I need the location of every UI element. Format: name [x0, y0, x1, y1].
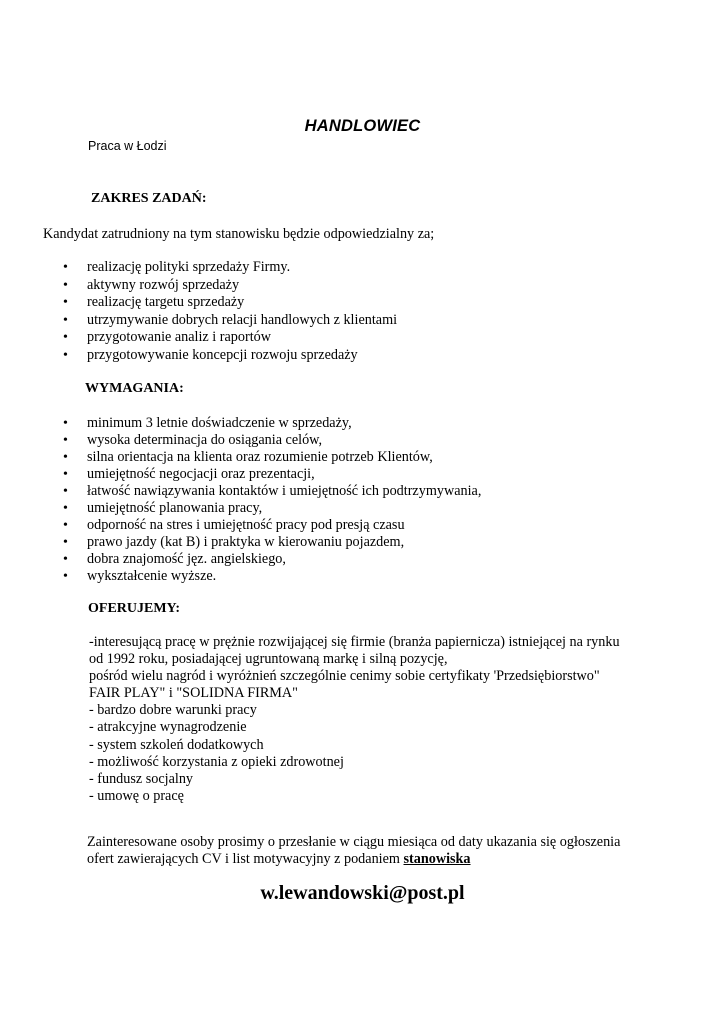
requirements-item-text: wysoka determinacja do osiągania celów, [87, 432, 323, 448]
requirements-item [63, 415, 481, 432]
requirements-item [63, 568, 481, 585]
requirements-item [63, 517, 481, 534]
requirements-item [63, 551, 481, 568]
offer-text [89, 634, 620, 805]
bullet-icon: • [63, 518, 68, 533]
requirements-item [63, 449, 481, 466]
offer-line: - fundusz socjalny [89, 770, 194, 787]
bullet-icon: • [63, 277, 68, 293]
requirements-item [63, 500, 481, 517]
requirements-item-text: wykształcenie wyższe. [87, 568, 217, 584]
duties-heading: ZAKRES ZADAŃ: [91, 191, 207, 206]
requirements-heading: WYMAGANIA: [85, 381, 184, 396]
offer-line: -interesującą pracę w prężnie rozwijającej się firmie (branża papiernicza) istniejącej na rynku [89, 634, 620, 650]
offer-line: FAIR PLAY" i "SOLIDNA FIRMA" [89, 685, 298, 702]
requirements-item-text: dobra znajomość jęz. angielskiego, [87, 551, 286, 567]
requirements-item-text: umiejętność planowania pracy, [87, 500, 263, 516]
duties-item-text: realizację targetu sprzedaży [87, 294, 245, 311]
requirements-item-text: minimum 3 letnie doświadczenie w sprzedaży, [87, 415, 352, 431]
bullet-icon: • [63, 260, 68, 275]
bullet-icon: • [63, 501, 68, 516]
bullet-icon: • [63, 295, 68, 311]
requirements-item-text: odporność na stres i umiejętność pracy pod presją czasu [87, 517, 405, 533]
bullet-icon: • [63, 535, 68, 550]
duties-item [63, 347, 397, 365]
requirements-item-text: umiejętność negocjacji oraz prezentacji, [87, 466, 315, 482]
duties-intro: Kandydat zatrudniony na tym stanowisku będzie odpowiedzialny za; [43, 226, 435, 242]
requirements-item-text: silna orientacja na klienta oraz rozumienie potrzeb Klientów, [87, 449, 433, 465]
requirements-item-text: prawo jazdy (kat B) i praktyka w kierowaniu pojazdem, [87, 534, 405, 550]
bullet-icon: • [63, 552, 68, 567]
closing-text [87, 834, 620, 868]
duties-item [63, 259, 397, 277]
requirements-item [63, 432, 481, 449]
duties-item-text: realizację polityki sprzedaży Firmy. [87, 259, 291, 275]
position-emphasis: stanowiska [403, 851, 471, 867]
contact-email[interactable]: w.lewandowski@post.pl [260, 882, 465, 904]
offer-line: - umowę o pracę [89, 787, 184, 804]
bullet-icon: • [63, 416, 68, 431]
offer-line: - atrakcyjne wynagrodzenie [89, 719, 247, 736]
requirements-list [63, 415, 481, 585]
bullet-icon: • [63, 450, 68, 465]
bullet-icon: • [63, 484, 68, 499]
offer-line: pośród wielu nagród i wyróżnień szczególnie cenimy sobie certyfikaty 'Przedsiębiorstwo" [89, 668, 600, 685]
offer-line: - bardzo dobre warunki pracy [89, 702, 257, 719]
closing-line-1: Zainteresowane osoby prosimy o przesłanie w ciągu miesiąca od daty ukazania się ogłoszenia [87, 834, 621, 850]
requirements-item [63, 483, 481, 500]
offer-line: - system szkoleń dodatkowych [89, 736, 264, 753]
duties-item-text: przygotowywanie koncepcji rozwoju sprzedaży [87, 346, 358, 363]
closing-line-2-text: ofert zawierających CV i list motywacyjny z podaniem [87, 851, 404, 867]
job-title: HANDLOWIEC [304, 117, 421, 135]
requirements-item [63, 534, 481, 551]
bullet-icon: • [63, 433, 68, 448]
bullet-icon: • [63, 467, 68, 482]
duties-item-text: przygotowanie analiz i raportów [87, 329, 271, 346]
duties-item-text: aktywny rozwój sprzedaży [87, 276, 240, 293]
offer-line: - możliwość korzystania z opieki zdrowotnej [89, 753, 344, 770]
duties-item [63, 294, 397, 312]
requirements-item-text: łatwość nawiązywania kontaktów i umiejętność ich podtrzymywania, [87, 483, 482, 499]
duties-item-text: utrzymywanie dobrych relacji handlowych z klientami [87, 311, 398, 328]
duties-list [63, 259, 397, 365]
bullet-icon: • [63, 312, 68, 328]
offer-line: od 1992 roku, posiadającej ugruntowaną markę i silną pozycję, [89, 651, 448, 668]
offer-heading: OFERUJEMY: [88, 601, 181, 616]
requirements-item [63, 466, 481, 483]
duties-item [63, 277, 397, 295]
bullet-icon: • [63, 347, 68, 363]
duties-item [63, 312, 397, 330]
duties-item [63, 329, 397, 347]
bullet-icon: • [63, 569, 68, 584]
bullet-icon: • [63, 330, 68, 346]
job-location: Praca w Łodzi [88, 139, 167, 153]
closing-line-2 [87, 851, 620, 868]
